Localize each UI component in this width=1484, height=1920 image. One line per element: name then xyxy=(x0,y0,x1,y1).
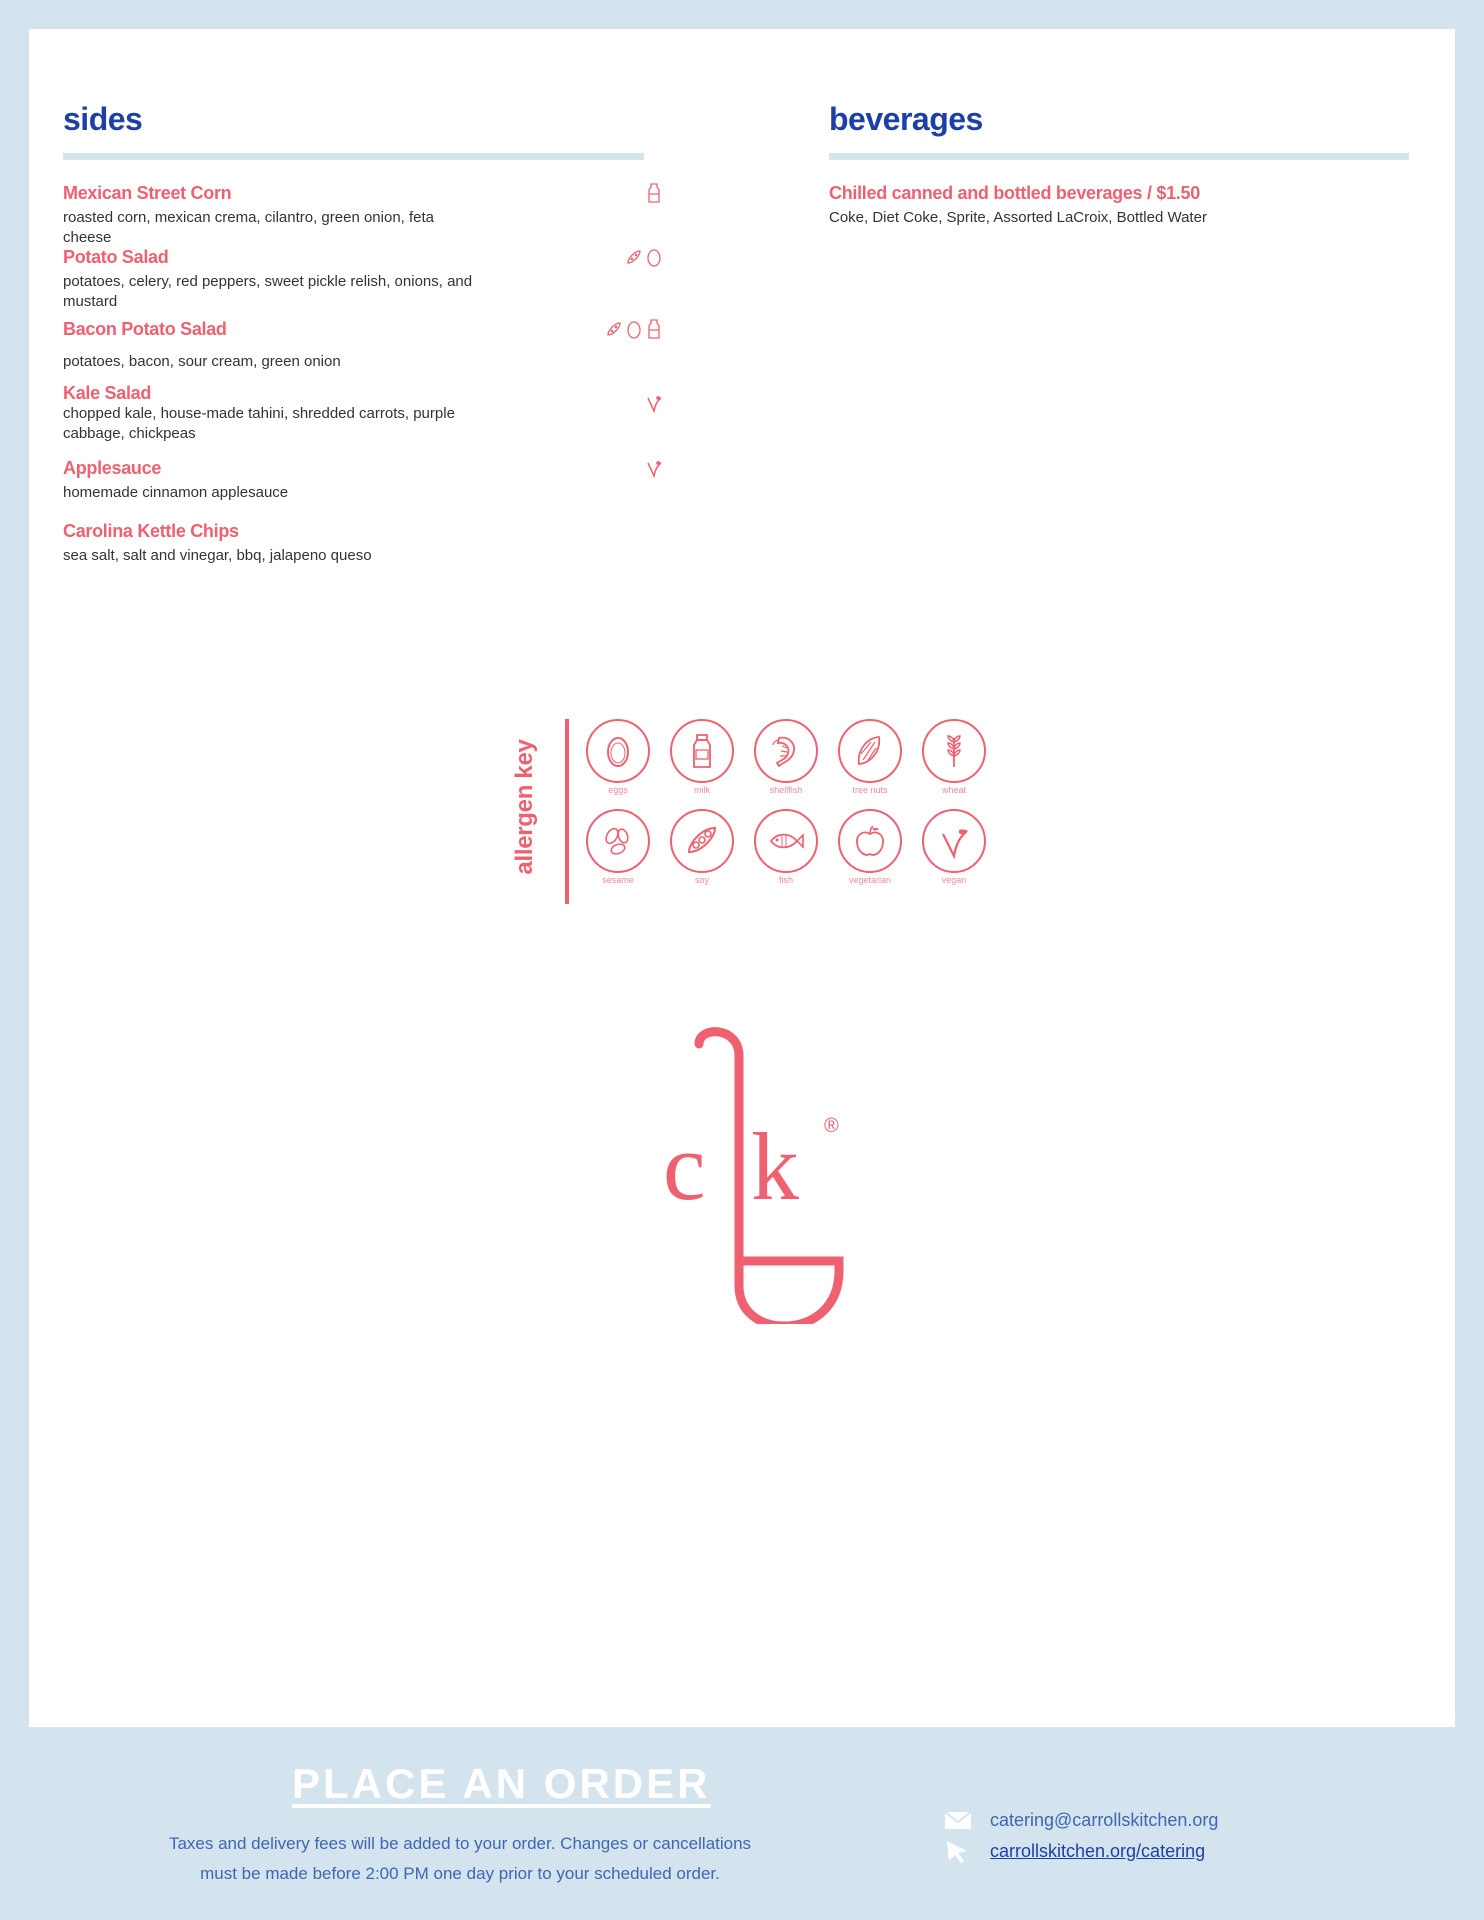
item-name: Bacon Potato Salad xyxy=(63,319,227,339)
allergen-label: shellfish xyxy=(769,785,803,795)
item-allergen-icons xyxy=(625,246,663,268)
allergen-wheat xyxy=(922,719,986,797)
item-name: Chilled canned and bottled beverages / $1.50 xyxy=(829,183,1200,203)
allergen-eggs xyxy=(586,719,650,797)
place-order-title: PLACE AN ORDER xyxy=(292,1760,711,1807)
menu-item xyxy=(63,382,663,444)
order-note: Taxes and delivery fees will be added to your order. Changes or cancellations must be made before 2:00 PM one day prior to your scheduled order. xyxy=(168,1834,752,1883)
item-name: Applesauce xyxy=(63,458,162,478)
item-description: homemade cinnamon applesauce xyxy=(63,484,289,501)
soy-icon xyxy=(605,318,623,340)
item-name: Potato Salad xyxy=(63,247,169,267)
allergen-sesame xyxy=(586,809,650,887)
soy-icon xyxy=(625,246,643,268)
envelope-icon xyxy=(944,1808,972,1832)
milk-icon xyxy=(645,182,663,204)
allergen-fish xyxy=(754,809,818,887)
item-allergen-icons xyxy=(605,318,663,340)
allergen-label: vegetarian xyxy=(848,875,892,885)
menu-item xyxy=(63,457,663,503)
allergen-milk xyxy=(670,719,734,797)
item-description: potatoes, celery, red peppers, sweet pickle relish, onions, and mustard xyxy=(63,273,473,310)
email-link[interactable]: catering@carrollskitchen.org xyxy=(990,1809,1219,1830)
cursor-icon xyxy=(944,1839,972,1863)
vegan-icon xyxy=(645,392,663,414)
allergen-label: wheat xyxy=(941,785,967,795)
item-name: Kale Salad xyxy=(63,383,152,403)
milk-icon xyxy=(645,318,663,340)
allergen-label: tree nuts xyxy=(852,785,888,795)
egg-icon xyxy=(599,732,637,770)
item-description: sea salt, salt and vinegar, bbq, jalapeno queso xyxy=(63,547,372,564)
milk-icon xyxy=(683,732,721,770)
allergen-label: sesame xyxy=(602,875,634,885)
apple-icon xyxy=(851,822,889,860)
almond-icon xyxy=(851,732,889,770)
egg-icon xyxy=(645,246,663,268)
beverages-rule xyxy=(829,153,1409,160)
vegan-icon xyxy=(645,457,663,479)
footer xyxy=(0,1727,1484,1920)
allergen-soy xyxy=(670,809,734,887)
egg-icon xyxy=(625,318,643,340)
menu-item xyxy=(63,318,663,372)
allergen-grid xyxy=(586,719,986,887)
allergen-label: soy xyxy=(694,875,709,885)
ck-ladle-logo xyxy=(629,1014,879,1324)
item-description: Coke, Diet Coke, Sprite, Assorted LaCroix, Bottled Water xyxy=(829,209,1207,226)
menu-item xyxy=(63,182,663,248)
sides-title: sides xyxy=(63,101,143,137)
logo-letter-c: c xyxy=(663,1113,706,1220)
item-allergen-icons xyxy=(645,392,663,414)
item-name: Carolina Kettle Chips xyxy=(63,521,239,541)
allergen-label: fish xyxy=(778,875,793,885)
allergen-label: eggs xyxy=(608,785,628,795)
allergen-shellfish xyxy=(754,719,818,797)
registered-mark: ® xyxy=(824,1115,839,1137)
sesame-icon xyxy=(599,822,637,860)
menu-item xyxy=(63,246,663,312)
beverages-title: beverages xyxy=(829,101,983,137)
allergen-label: vegan xyxy=(941,875,967,885)
menu-item xyxy=(63,520,663,566)
fish-icon xyxy=(767,822,805,860)
email-row[interactable] xyxy=(944,1808,1218,1832)
item-description: roasted corn, mexican crema, cilantro, green onion, feta cheese xyxy=(63,209,435,246)
website-link[interactable]: carrollskitchen.org/catering xyxy=(990,1840,1206,1861)
item-name: Mexican Street Corn xyxy=(63,183,232,203)
soy-icon xyxy=(683,822,721,860)
menu-sheet xyxy=(29,29,1455,1727)
item-description: chopped kale, house-made tahini, shredded carrots, purple cabbage, chickpeas xyxy=(63,405,455,442)
item-description: potatoes, bacon, sour cream, green onion xyxy=(63,353,341,370)
item-allergen-icons xyxy=(645,457,663,479)
allergen-label: milk xyxy=(694,785,710,795)
website-row[interactable] xyxy=(944,1839,1205,1863)
sides-rule xyxy=(63,153,644,160)
logo-letter-k: k xyxy=(751,1113,799,1220)
allergen-key xyxy=(492,719,992,909)
allergen-tree-nuts xyxy=(838,719,902,797)
allergen-key-title: allergen key xyxy=(511,739,538,875)
shrimp-icon xyxy=(767,732,805,770)
wheat-icon xyxy=(935,732,973,770)
allergen-vegan xyxy=(922,809,986,887)
vegan-icon xyxy=(935,822,973,860)
allergen-vegetarian xyxy=(838,809,902,887)
allergen-key-divider xyxy=(565,719,569,904)
item-allergen-icons xyxy=(645,182,663,204)
menu-item xyxy=(829,182,1409,228)
